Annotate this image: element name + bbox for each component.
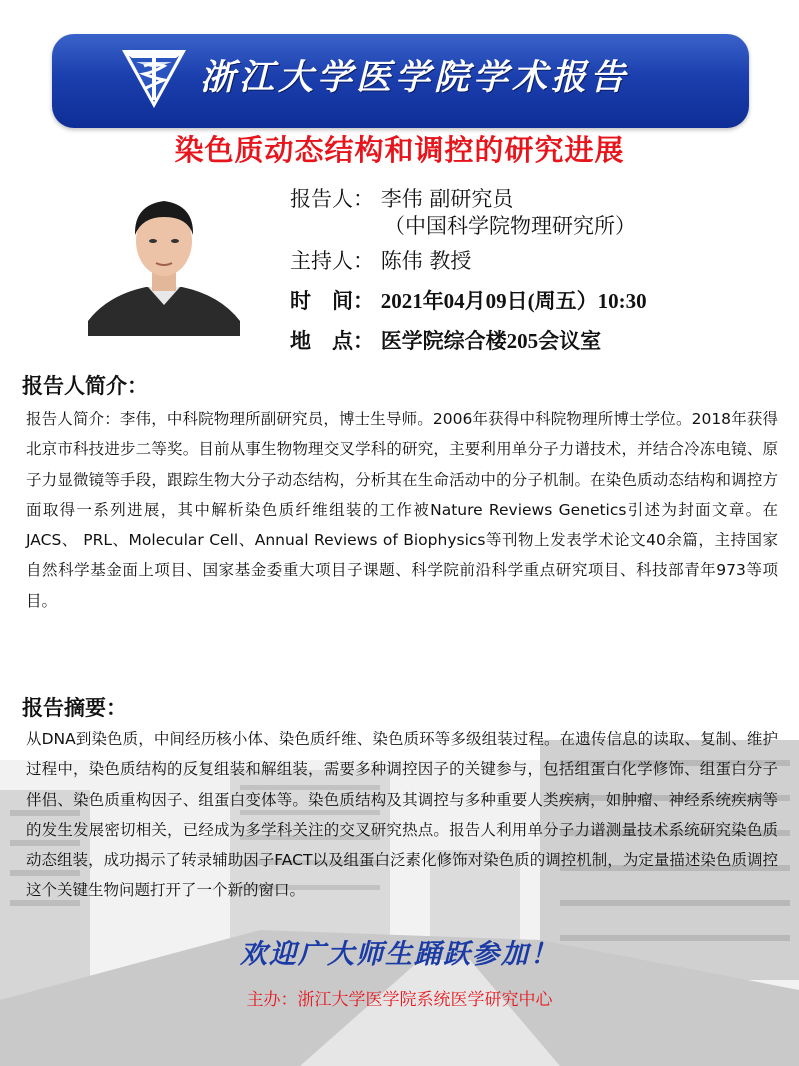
time-label: 时 间： (290, 289, 374, 313)
time-row (290, 285, 647, 315)
header-title: 浙江大学医学院学术报告 (200, 58, 630, 98)
bio-text: 报告人简介：李伟，中科院物理所副研究员，博士生导师。2006年获得中科院物理所博士学位。2018年获得北京市科技进步二等奖。目前从事生物物理交叉学科的研究，主要利用单分子力谱技术，并结合冷冻电镜、原子力显微镜等手段，跟踪生物大分子动态结构，分析其在生命活动中的分子机制。在染色质动态结构和调控方面取得一系列进展，其中解析染色质纤维组装的工作被Nature Reviews Genetics引述为封面文章。在JACS、 PRL、Molecular Cell、Annual Reviews of Biophysics等刊物上发表学术论文40余篇，主持国家自然科学基金面上项目、国家基金委重大项目子课题、科学院前沿科学重点研究项目、科技部青年973等项目。 (26, 410, 778, 610)
place-value: 医学院综合楼205会议室 (380, 329, 602, 353)
abstract-text: 从DNA到染色质，中间经历核小体、染色质纤维、染色质环等多级组装过程。在遗传信息的读取、复制、维护过程中，染色质结构的反复组装和解组装，需要多种调控因子的关键参与，包括组蛋白化学修饰、组蛋白分子伴侣、染色质重构因子、组蛋白变体等。染色质结构及其调控与多种重要人类疾病，如肿瘤、神经系统疾病等的发生发展密切相关，已经成为多学科关注的交叉研究热点。报告人利用单分子力谱测量技术系统研究染色质动态组装，成功揭示了转录辅助因子FACT以及组蛋白泛素化修饰对染色质的调控机制，为定量描述染色质调控这个关键生物问题打开了一个新的窗口。 (26, 730, 778, 900)
place-row (290, 325, 601, 355)
time-value: 2021年04月09日(周五）10:30 (380, 289, 647, 313)
speaker-name: 李伟 副研究员 (380, 187, 514, 211)
speaker-row (290, 183, 513, 213)
speaker-label: 报告人： (290, 187, 374, 211)
speaker-affiliation: （中国科学院物理研究所） (384, 214, 636, 238)
speaker-photo (88, 183, 240, 336)
talk-title: 染色质动态结构和调控的研究进展 (174, 133, 625, 167)
welcome-slogan: 欢迎广大师生踊跃参加！ (240, 939, 559, 970)
university-emblem-icon (118, 44, 190, 112)
sponsor-text: 主办：浙江大学医学院系统医学研究中心 (246, 990, 553, 1010)
host-label: 主持人： (290, 249, 374, 273)
host-name: 陈伟 教授 (380, 249, 472, 273)
place-label: 地 点： (290, 329, 374, 353)
host-row (290, 245, 471, 275)
abstract-heading: 报告摘要： (22, 696, 127, 720)
bio-heading: 报告人简介： (22, 374, 148, 398)
